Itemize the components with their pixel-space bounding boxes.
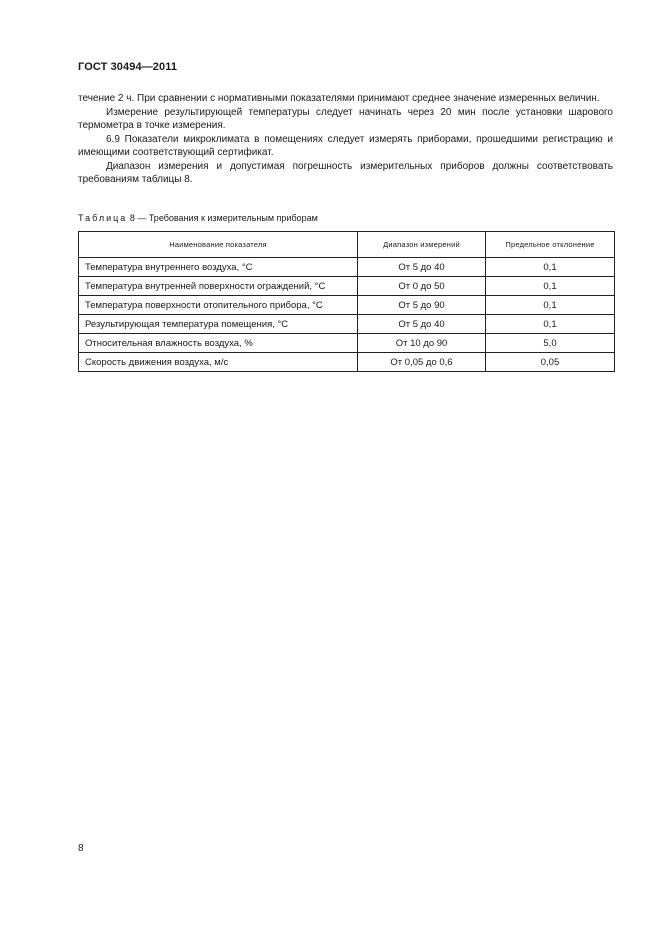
- cell-range: От 0,05 до 0,6: [358, 353, 486, 372]
- cell-name: Относительная влажность воздуха, %: [79, 334, 358, 353]
- paragraph-result-temperature: Измерение результирующей температуры следует начинать через 20 мин после установки шарового термометра в точке измерения.: [78, 106, 613, 131]
- table-row: [79, 296, 615, 315]
- cell-deviation: 5,0: [486, 334, 615, 353]
- table-row: [79, 315, 615, 334]
- body-text: [78, 92, 613, 187]
- cell-range: От 10 до 90: [358, 334, 486, 353]
- cell-name: Температура внутреннего воздуха, °С: [79, 258, 358, 277]
- requirements-table: [78, 231, 615, 372]
- cell-deviation: 0,05: [486, 353, 615, 372]
- table-row: [79, 277, 615, 296]
- cell-deviation: 0,1: [486, 258, 615, 277]
- column-header-name: Наименование показателя: [79, 232, 358, 258]
- column-header-deviation: Предельное отклонение: [486, 232, 615, 258]
- cell-range: От 5 до 40: [358, 258, 486, 277]
- cell-range: От 0 до 50: [358, 277, 486, 296]
- page-number: 8: [78, 843, 84, 854]
- table-caption: [78, 213, 318, 223]
- paragraph-6-9: 6.9 Показатели микроклимата в помещениях следует измерять приборами, прошедшими регистрацию и имеющими соответствующий сертификат.: [78, 133, 613, 158]
- table-row: [79, 258, 615, 277]
- cell-name: Результирующая температура помещения, °С: [79, 315, 358, 334]
- table-header-row: [79, 232, 615, 258]
- cell-range: От 5 до 40: [358, 315, 486, 334]
- cell-deviation: 0,1: [486, 296, 615, 315]
- table-caption-label: Таблица: [78, 213, 128, 223]
- cell-name: Температура поверхности отопительного прибора, °С: [79, 296, 358, 315]
- cell-name: Скорость движения воздуха, м/с: [79, 353, 358, 372]
- cell-deviation: 0,1: [486, 277, 615, 296]
- table-row: [79, 353, 615, 372]
- paragraph-measurement-range: Диапазон измерения и допустимая погрешность измерительных приборов должны соответствовать требованиям таблицы 8.: [78, 160, 613, 185]
- column-header-range: Диапазон измерений: [358, 232, 486, 258]
- cell-name: Температура внутренней поверхности ограждений, °С: [79, 277, 358, 296]
- document-header: ГОСТ 30494—2011: [78, 61, 178, 73]
- table-caption-text: 8 — Требования к измерительным приборам: [129, 213, 318, 223]
- paragraph-continuation: течение 2 ч. При сравнении с нормативными показателями принимают среднее значение измеренных величин.: [78, 93, 600, 104]
- table-row: [79, 334, 615, 353]
- cell-range: От 5 до 90: [358, 296, 486, 315]
- cell-deviation: 0,1: [486, 315, 615, 334]
